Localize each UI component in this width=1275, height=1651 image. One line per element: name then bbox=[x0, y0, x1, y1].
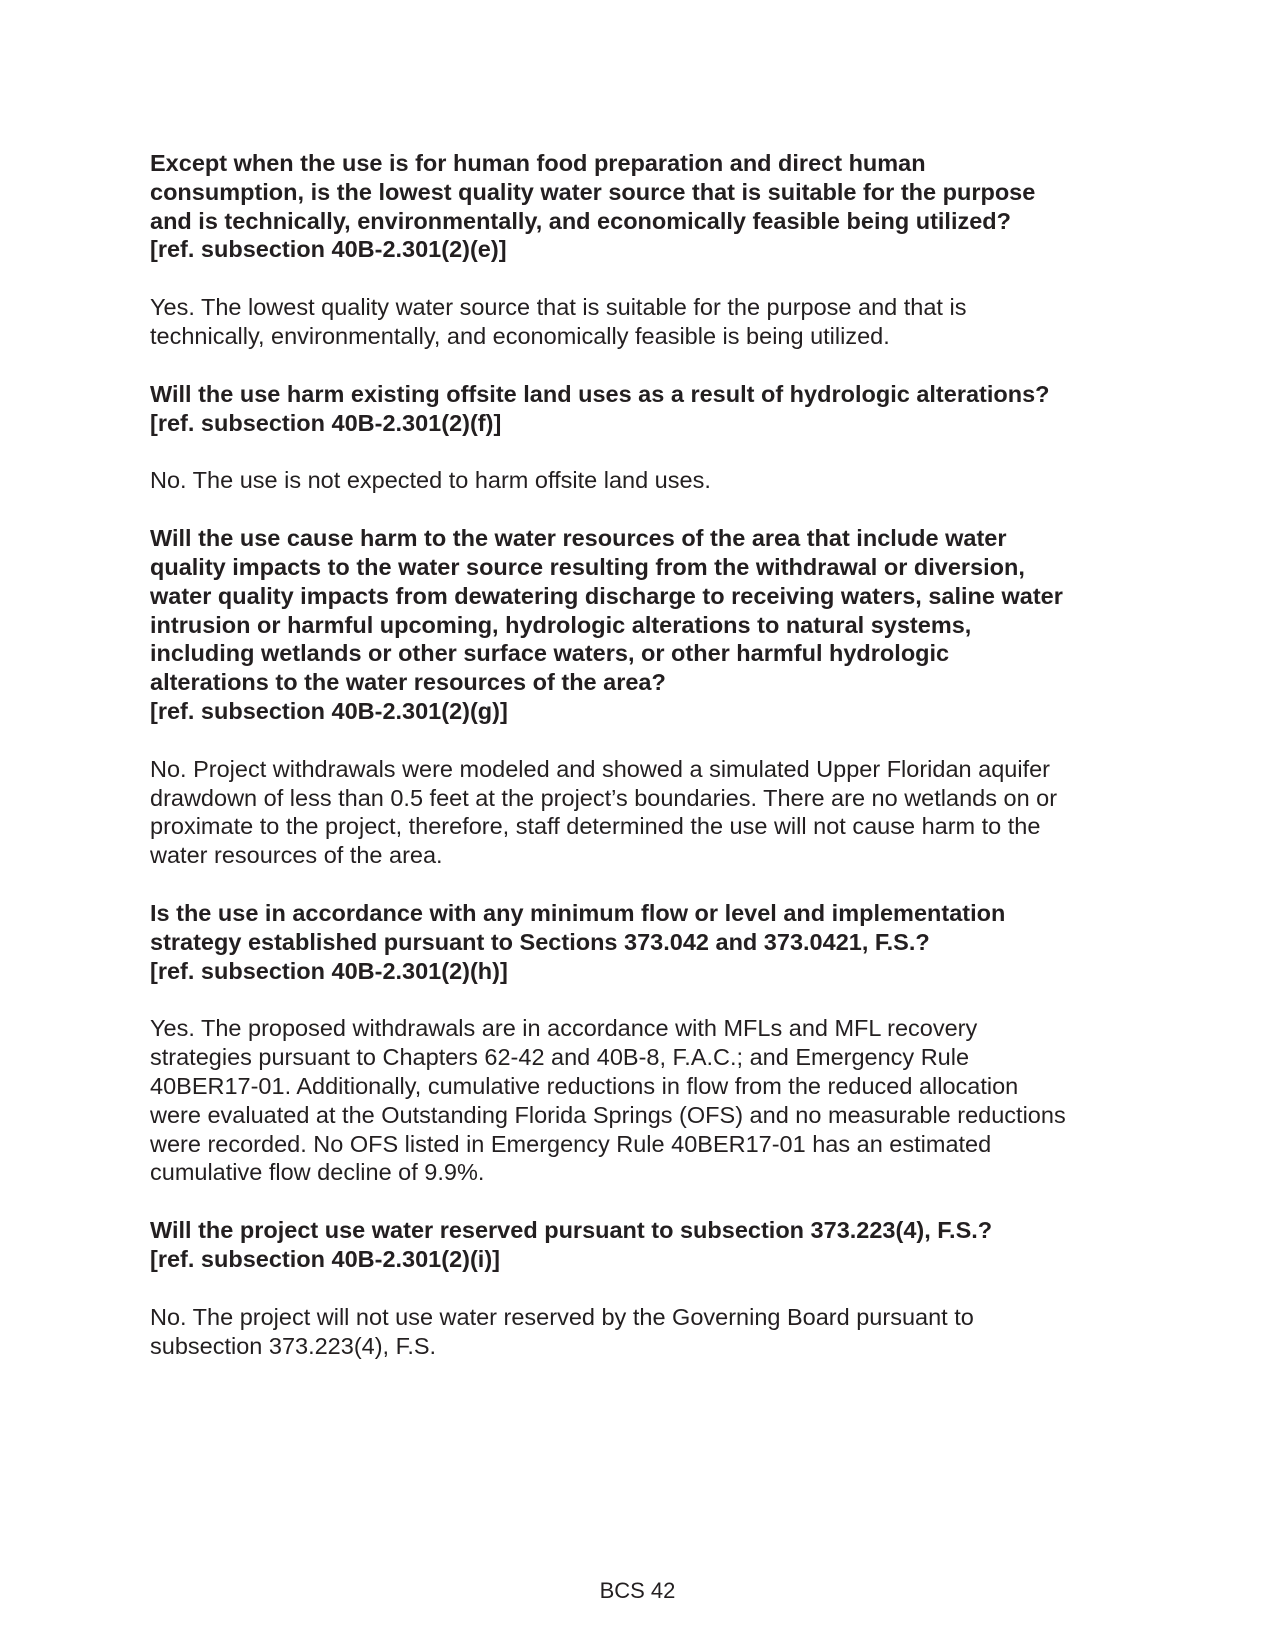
question-line: Is the use in accordance with any minimum flow or level and implementation bbox=[150, 899, 1006, 926]
question-reference: [ref. subsection 40B-2.301(2)(e)] bbox=[150, 236, 507, 263]
question-water-resources-harm bbox=[150, 524, 1160, 726]
question-line: Will the use cause harm to the water resources of the area that include water bbox=[150, 525, 1007, 552]
question-line: and is technically, environmentally, and economically feasible being utilized? bbox=[150, 207, 1012, 234]
answer-water-resources-harm bbox=[150, 755, 1160, 870]
answer-line: technically, environmentally, and economically feasible is being utilized. bbox=[150, 322, 890, 349]
answer-line: strategies pursuant to Chapters 62-42 and 40B-8, F.A.C.; and Emergency Rule bbox=[150, 1044, 970, 1071]
page-number: BCS 42 bbox=[599, 1578, 676, 1603]
question-reserved-water bbox=[150, 1216, 1160, 1274]
answer-line: were evaluated at the Outstanding Florida Springs (OFS) and no measurable reductions bbox=[150, 1101, 1066, 1128]
answer-line: No. Project withdrawals were modeled and showed a simulated Upper Floridan aquifer bbox=[150, 755, 1050, 782]
answer-line: 40BER17-01. Additionally, cumulative reductions in flow from the reduced allocation bbox=[150, 1072, 1019, 1099]
answer-line: cumulative flow decline of 9.9%. bbox=[150, 1159, 485, 1186]
question-line: including wetlands or other surface waters, or other harmful hydrologic bbox=[150, 640, 950, 667]
question-line: Will the use harm existing offsite land uses as a result of hydrologic alterations? bbox=[150, 380, 1050, 407]
question-line: strategy established pursuant to Sections 373.042 and 373.0421, F.S.? bbox=[150, 928, 930, 955]
answer-minimum-flow-level bbox=[150, 1014, 1160, 1187]
question-line: quality impacts to the water source resulting from the withdrawal or diversion, bbox=[150, 553, 1025, 580]
question-line: alterations to the water resources of the area? bbox=[150, 669, 666, 696]
question-line: consumption, is the lowest quality water source that is suitable for the purpose bbox=[150, 178, 1036, 205]
question-reference: [ref. subsection 40B-2.301(2)(g)] bbox=[150, 697, 508, 724]
answer-reserved-water bbox=[150, 1303, 1160, 1361]
answer-line: Yes. The proposed withdrawals are in accordance with MFLs and MFL recovery bbox=[150, 1015, 978, 1042]
question-lowest-quality-source bbox=[150, 149, 1160, 264]
answer-line: proximate to the project, therefore, staff determined the use will not cause harm to the bbox=[150, 813, 1041, 840]
document-body bbox=[150, 149, 1160, 1389]
question-line: Will the project use water reserved pursuant to subsection 373.223(4), F.S.? bbox=[150, 1217, 993, 1244]
question-reference: [ref. subsection 40B-2.301(2)(f)] bbox=[150, 409, 502, 436]
question-line: water quality impacts from dewatering discharge to receiving waters, saline water bbox=[150, 582, 1063, 609]
answer-line: subsection 373.223(4), F.S. bbox=[150, 1332, 437, 1359]
answer-line: No. The project will not use water reserved by the Governing Board pursuant to bbox=[150, 1303, 974, 1330]
answer-line: No. The use is not expected to harm offsite land uses. bbox=[150, 467, 711, 494]
question-line: intrusion or harmful upcoming, hydrologic alterations to natural systems, bbox=[150, 611, 972, 638]
answer-line: drawdown of less than 0.5 feet at the project’s boundaries. There are no wetlands on or bbox=[150, 784, 1058, 811]
answer-line: water resources of the area. bbox=[150, 842, 443, 869]
question-reference: [ref. subsection 40B-2.301(2)(h)] bbox=[150, 957, 508, 984]
answer-line: were recorded. No OFS listed in Emergency Rule 40BER17-01 has an estimated bbox=[150, 1130, 992, 1157]
answer-line: Yes. The lowest quality water source that is suitable for the purpose and that is bbox=[150, 294, 967, 321]
question-line: Except when the use is for human food preparation and direct human bbox=[150, 150, 926, 176]
answer-offsite-land-uses bbox=[150, 466, 1160, 495]
question-minimum-flow-level bbox=[150, 899, 1160, 985]
question-reference: [ref. subsection 40B-2.301(2)(i)] bbox=[150, 1245, 500, 1272]
answer-lowest-quality-source bbox=[150, 293, 1160, 351]
question-offsite-land-uses bbox=[150, 380, 1160, 438]
